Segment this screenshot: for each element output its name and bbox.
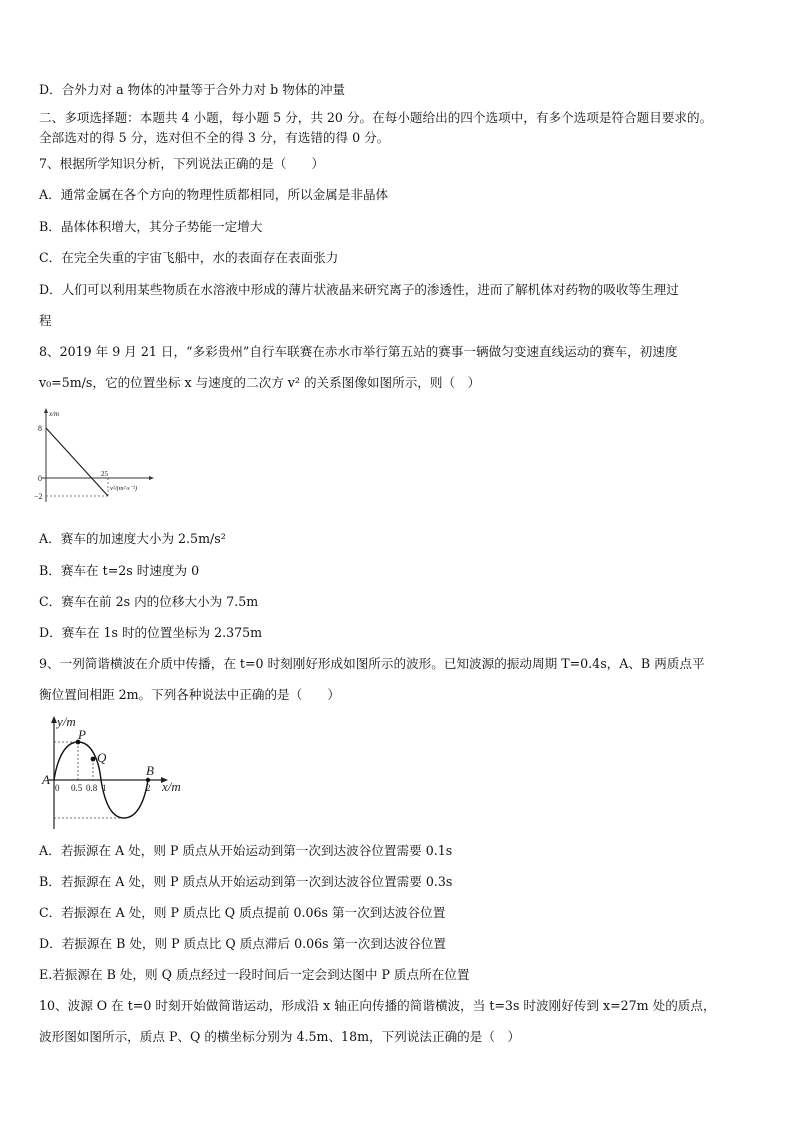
question-10-stem: 10、波源 O 在 t=0 时刻开始做简谐运动，形成沿 x 轴正向传播的简谐横波，当 t=3s 时波刚好传到 x=27m 处的质点， [39, 998, 716, 1013]
x-axis-label: v²/(m²·s⁻²) [110, 485, 138, 492]
y-axis-arrow [44, 408, 48, 413]
question-8-option-c: C．赛车在前 2s 内的位移大小为 7.5m [39, 594, 259, 609]
wave-graph [40, 713, 200, 833]
question-10-stem-cont: 波形图如图所示，质点 P、Q 的横坐标分别为 4.5m、18m，下列说法正确的是（ ） [39, 1029, 521, 1044]
option-d-q6: D．合外力对 a 物体的冲量等于合外力对 b 物体的冲量 [39, 82, 346, 97]
x-v2-graph [30, 406, 160, 506]
x-axis-label: x/m [162, 779, 181, 794]
tick-0-5: 0.5 [71, 783, 83, 793]
question-8-option-a: A．赛车的加速度大小为 2.5m/s² [39, 531, 226, 546]
question-9-option-b: B．若振源在 A 处，则 P 质点从开始运动到第一次到达波谷位置需要 0.3s [39, 874, 453, 889]
question-9-option-c: C．若振源在 A 处，则 P 质点比 Q 质点提前 0.06s 第一次到达波谷位置 [39, 905, 446, 920]
question-9-stem: 9、一列简谐横波在介质中传播，在 t=0 时刻刚好形成如图所示的波形。已知波源的振动周期 T=0.4s，A、B 两质点平 [39, 656, 705, 671]
tick-2: 2 [146, 783, 151, 793]
y-axis-label: x/m [49, 410, 60, 418]
question-8-option-d: D．赛车在 1s 时的位置坐标为 2.375m [39, 625, 263, 640]
x-tick-25: 25 [101, 470, 108, 478]
question-9-option-d: D．若振源在 B 处，则 P 质点比 Q 质点滞后 0.06s 第一次到达波谷位置 [39, 936, 446, 951]
question-7-option-b: B．晶体体积增大，其分子势能一定增大 [39, 219, 263, 234]
y-tick-neg2: −2 [34, 492, 43, 501]
y-tick-8: 8 [38, 424, 42, 433]
x-axis-arrow [149, 476, 154, 480]
question-9-option-e: E.若振源在 B 处，则 Q 质点经过一段时间后一定会到达图中 P 质点所在位置 [39, 967, 470, 982]
question-7-option-a: A．通常金属在各个方向的物理性质都相同，所以金属是非晶体 [39, 187, 389, 202]
question-9-option-a: A．若振源在 A 处，则 P 质点从开始运动到第一次到达波谷位置需要 0.1s [39, 843, 453, 858]
question-7-stem: 7、根据所学知识分析，下列说法正确的是（ ） [39, 156, 325, 171]
question-9-stem-cont: 衡位置间相距 2m。下列各种说法中正确的是（ ） [39, 687, 341, 702]
y-axis-label: y/m [57, 714, 76, 729]
point-a-label: A [42, 772, 50, 787]
point-b-dot [146, 778, 150, 782]
question-7-option-c: C．在完全失重的宇宙飞船中，水的表面存在表面张力 [39, 250, 339, 265]
question-8-option-b: B．赛车在 t=2s 时速度为 0 [39, 563, 200, 578]
point-q-dot [91, 757, 96, 762]
section-heading-multi-choice: 二、多项选择题：本题共 4 小题，每小题 5 分，共 20 分。在每小题给出的四个选项中，有多个选项是符合题目要求的。 [39, 110, 713, 125]
tick-0-8: 0.8 [86, 783, 98, 793]
origin-label: 0 [38, 474, 42, 483]
point-q-label: Q [97, 750, 107, 765]
question-8-stem: 8、2019 年 9 月 21 日，“多彩贵州”自行车联赛在赤水市举行第五站的赛事一辆做匀变速直线运动的赛车，初速度 [39, 344, 678, 359]
tick-1: 1 [102, 783, 107, 793]
point-p-label: P [78, 727, 86, 742]
tick-0: 0 [55, 783, 60, 793]
question-7-option-d-cont: 程 [39, 313, 52, 328]
section-scoring-note: 全部选对的得 5 分，选对但不全的得 3 分，有选错的得 0 分。 [39, 130, 390, 145]
question-8-stem-cont: v₀=5m/s，它的位置坐标 x 与速度的二次方 v² 的关系图像如图所示，则（ ） [39, 375, 481, 390]
question-7-option-d: D．人们可以利用某些物质在水溶液中形成的薄片状液晶来研究离子的渗透性，进而了解机体对药物的吸收等生理过 [39, 282, 679, 297]
point-b-label: B [146, 763, 154, 778]
graph-line [46, 428, 108, 496]
